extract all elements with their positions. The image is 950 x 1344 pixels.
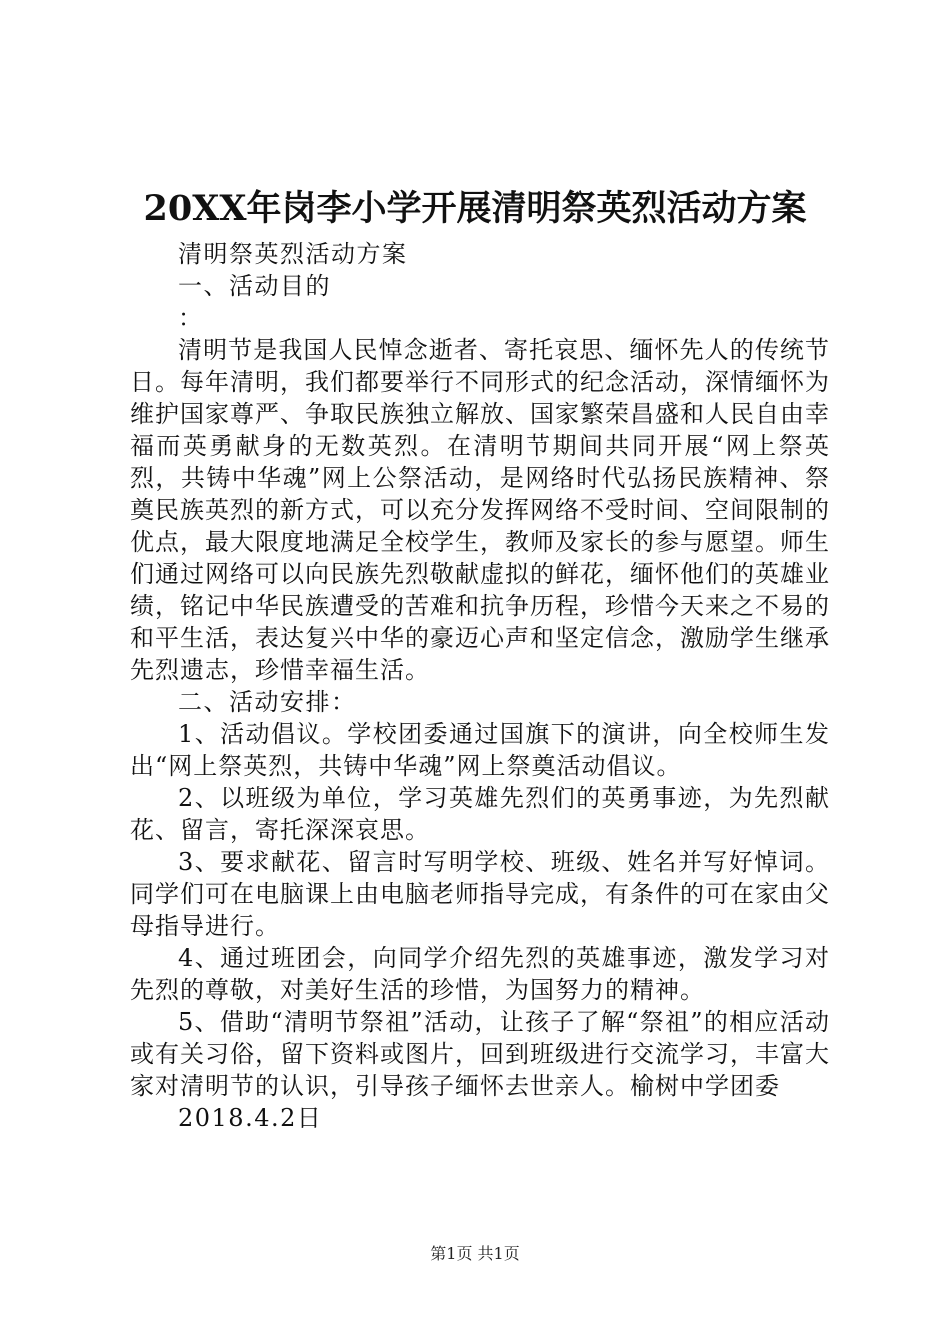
paragraph-item-4: 4、通过班团会，向同学介绍先烈的英雄事迹，激发学习对先烈的尊敬，对美好生活的珍惜，为国努力的精神。 — [130, 944, 830, 1004]
paragraph-purpose: 清明节是我国人民悼念逝者、寄托哀思、缅怀先人的传统节日。每年清明，我们都要举行不同形式的纪念活动，深情缅怀为维护国家尊严、争取民族独立解放、国家繁荣昌盛和人民自由幸福而英勇献身的无数英烈。在清明节期间共同开展“网上祭英烈，共铸中华魂”网上公祭活动，是网络时代弘扬民族精神、祭奠民族英烈的新方式，可以充分发挥网络不受时间、空间限制的优点，最大限度地满足全校学生，教师及家长的参与愿望。师生们通过网络可以向民族先烈敬献虚拟的鲜花，缅怀他们的英雄业绩，铭记中华民族遭受的苦难和抗争历程，珍惜今天来之不易的和平生活，表达复兴中华的豪迈心声和坚定信念，激励学生继承先烈遗志，珍惜幸福生活。 — [130, 336, 830, 684]
document-title: 20XX年岗李小学开展清明祭英烈活动方案 — [143, 188, 807, 229]
paragraph-section-2-heading: 二、活动安排： — [178, 688, 357, 716]
paragraph-date: 2018.4.2日 — [178, 1104, 323, 1132]
paragraph-subtitle: 清明祭英烈活动方案 — [178, 240, 408, 268]
document-body — [130, 238, 830, 1134]
paragraph-item-1: 1、活动倡议。学校团委通过国旗下的演讲，向全校师生发出“网上祭英烈，共铸中华魂”网上祭奠活动倡议。 — [130, 720, 830, 780]
paragraph-colon: ： — [178, 304, 204, 332]
page-footer: 第1页 共1页 — [430, 1244, 520, 1263]
paragraph-item-5: 5、借助“清明节祭祖”活动，让孩子了解“祭祖”的相应活动或有关习俗，留下资料或图片，回到班级进行交流学习，丰富大家对清明节的认识，引导孩子缅怀去世亲人。榆树中学团委 — [130, 1008, 830, 1100]
paragraph-item-2: 2、以班级为单位，学习英雄先烈们的英勇事迹，为先烈献花、留言，寄托深深哀思。 — [130, 784, 830, 844]
paragraph-item-3: 3、要求献花、留言时写明学校、班级、姓名并写好悼词。同学们可在电脑课上由电脑老师指导完成，有条件的可在家由父母指导进行。 — [130, 848, 830, 940]
paragraph-section-1-heading: 一、活动目的 — [178, 272, 331, 300]
